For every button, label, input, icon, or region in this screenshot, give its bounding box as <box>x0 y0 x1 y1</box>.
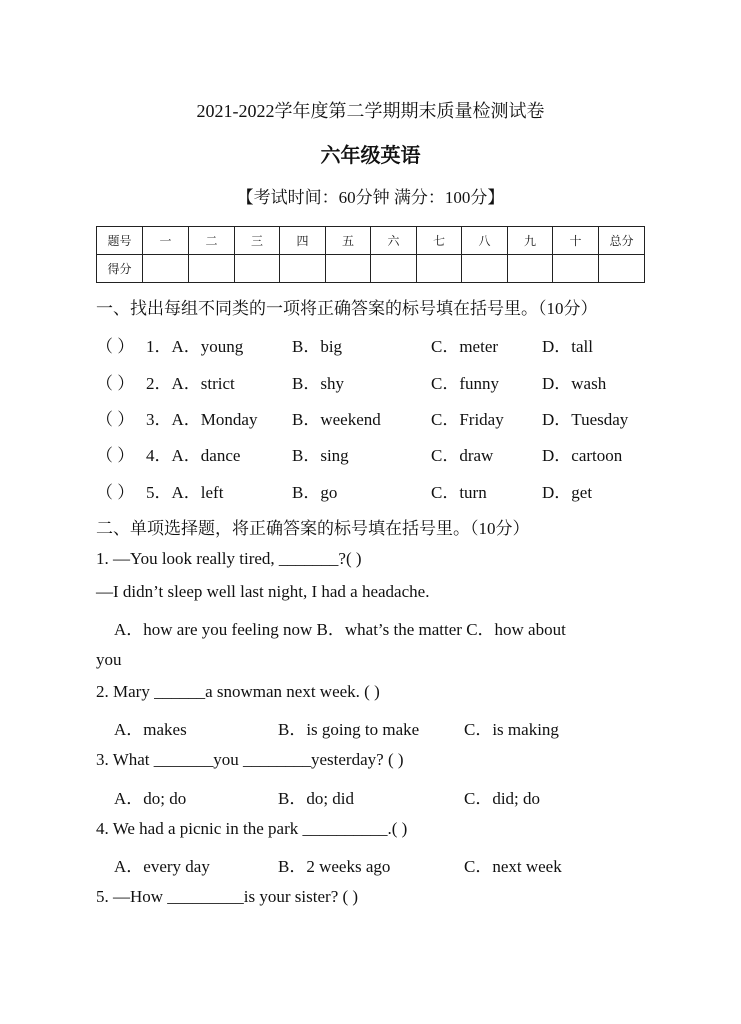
option-d: D．get <box>542 483 593 502</box>
score-cell: 九 <box>508 227 553 255</box>
option-b: B．shy <box>292 374 344 393</box>
score-cell: 十 <box>553 227 599 255</box>
option-a: 1．A．young <box>146 337 244 356</box>
section2-heading: 二、单项选择题，将正确答案的标号填在括号里。（10分） <box>96 519 530 538</box>
q4-option-b: B．2 weeks ago <box>278 857 391 876</box>
exam-info: 【考试时间：60分钟 满分：100分】 <box>236 188 505 207</box>
score-input-cell[interactable] <box>462 255 508 283</box>
score-cell: 四 <box>280 227 326 255</box>
score-cell-label: 题号 <box>97 227 143 255</box>
score-input-cell[interactable] <box>553 255 599 283</box>
option-c: C．funny <box>431 374 499 393</box>
section1-item <box>96 478 716 500</box>
score-cell: 三 <box>235 227 280 255</box>
option-c: C．meter <box>431 337 499 356</box>
score-input-cell[interactable] <box>235 255 280 283</box>
q2-stem: 2. Mary ______a snowman next week. ( ) <box>96 682 380 701</box>
score-row-label: 得分 <box>97 255 143 283</box>
score-cell: 一 <box>143 227 189 255</box>
score-input-cell[interactable] <box>417 255 462 283</box>
score-input-cell[interactable] <box>280 255 326 283</box>
option-c: C．turn <box>431 483 487 502</box>
option-a: 3．A．Monday <box>146 410 258 429</box>
option-c: C．Friday <box>431 410 504 429</box>
exam-title: 2021-2022学年度第二学期期末质量检测试卷 <box>196 101 545 121</box>
answer-bracket[interactable]: （ ） <box>96 483 135 502</box>
answer-bracket[interactable]: （ ） <box>96 374 135 393</box>
q2-option-b: B．is going to make <box>278 720 420 739</box>
score-table-header-row <box>97 227 645 255</box>
score-table <box>96 226 645 283</box>
score-input-cell[interactable] <box>143 255 189 283</box>
score-input-cell[interactable] <box>189 255 235 283</box>
option-b: B．sing <box>292 446 349 465</box>
score-cell: 六 <box>371 227 417 255</box>
q1-options-wrap: you <box>96 650 122 669</box>
q3-option-a: A．do; do <box>114 789 187 808</box>
option-b: B．weekend <box>292 410 381 429</box>
option-d: D．wash <box>542 374 607 393</box>
section1-heading: 一、找出每组不同类的一项将正确答案的标号填在括号里。（10分） <box>96 299 598 318</box>
q1-stem: 1. —You look really tired, _______?( ) <box>96 549 362 568</box>
score-cell: 七 <box>417 227 462 255</box>
score-cell: 五 <box>326 227 371 255</box>
option-d: D．cartoon <box>542 446 623 465</box>
option-b: B．big <box>292 337 343 356</box>
section1-item <box>96 332 716 354</box>
answer-bracket[interactable]: （ ） <box>96 446 135 465</box>
option-a: 4．A．dance <box>146 446 241 465</box>
option-a: 5．A．left <box>146 483 224 502</box>
q4-stem: 4. We had a picnic in the park __________.( ) <box>96 819 408 838</box>
option-b: B．go <box>292 483 338 502</box>
q1-response: —I didn’t sleep well last night, I had a headache. <box>96 582 430 601</box>
option-d: D．Tuesday <box>542 410 629 429</box>
q4-option-c: C．next week <box>464 857 562 876</box>
option-d: D．tall <box>542 337 593 356</box>
score-cell-total: 总分 <box>599 227 645 255</box>
exam-subtitle: 六年级英语 <box>320 145 421 167</box>
section1-item <box>96 369 716 391</box>
q4-option-a: A．every day <box>114 857 210 876</box>
answer-bracket[interactable]: （ ） <box>96 410 135 429</box>
q3-option-c: C．did; do <box>464 789 541 808</box>
answer-bracket[interactable]: （ ） <box>96 337 135 356</box>
score-table-score-row <box>97 255 645 283</box>
score-input-cell[interactable] <box>508 255 553 283</box>
option-a: 2．A．strict <box>146 374 235 393</box>
score-input-cell[interactable] <box>326 255 371 283</box>
q5-stem: 5. —How _________is your sister? ( ) <box>96 887 359 906</box>
score-cell: 二 <box>189 227 235 255</box>
q3-stem: 3. What _______you ________yesterday? ( ) <box>96 750 404 769</box>
q2-option-c: C．is making <box>464 720 559 739</box>
q3-option-b: B．do; did <box>278 789 355 808</box>
section1-item <box>96 441 716 463</box>
score-input-cell[interactable] <box>371 255 417 283</box>
section1-item <box>96 405 716 427</box>
score-cell: 八 <box>462 227 508 255</box>
q1-options: A．how are you feeling now B．what’s the matter C．how about <box>114 620 566 639</box>
q2-option-a: A．makes <box>114 720 187 739</box>
option-c: C．draw <box>431 446 494 465</box>
score-input-cell[interactable] <box>599 255 645 283</box>
